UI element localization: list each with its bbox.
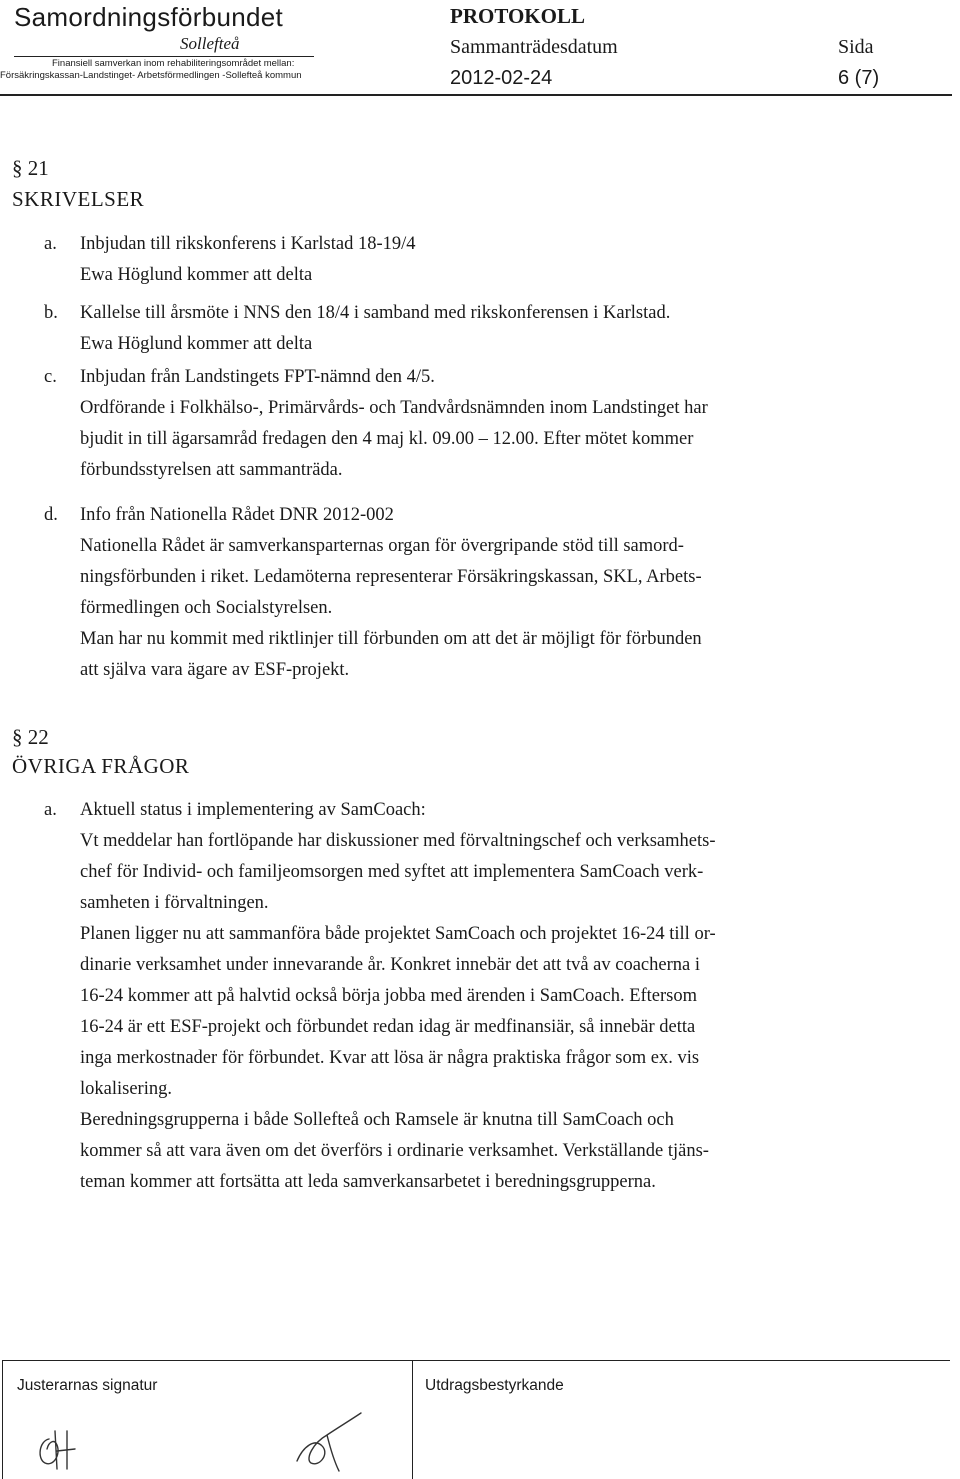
item-line: Ewa Höglund kommer att delta (80, 265, 313, 285)
item-line: Inbjudan från Landstingets FPT-nämnd den 4/5. (80, 367, 435, 387)
date-value: 2012-02-24 (450, 67, 553, 89)
item-line: dinarie verksamhet under innevarande år. Konkret innebär det att två av coacherna i (80, 955, 700, 975)
item-line: Kallelse till årsmöte i NNS den 18/4 i samband med rikskonferensen i Karlstad. (80, 303, 671, 323)
org-name: Samordningsförbundet (14, 2, 284, 32)
item-line: Beredningsgrupperna i både Sollefteå och Ramsele är knutna till SamCoach och (80, 1110, 674, 1130)
page-value: 6 (7) (838, 67, 880, 89)
list-item (44, 795, 950, 1198)
org-rule (14, 56, 314, 57)
item-line: kommer så att vara även om det överförs i ordinarie verksamhet. Verkställande tjäns- (80, 1141, 709, 1161)
date-label: Sammanträdesdatum (450, 36, 618, 58)
item-line: Planen ligger nu att sammanföra både projektet SamCoach och projektet 16-24 till or- (80, 924, 716, 944)
list-item (44, 500, 950, 686)
item-line: lokalisering. (80, 1079, 172, 1099)
item-line: Ordförande i Folkhälso-, Primärvårds- och Tandvårdsnämnden inom Landstinget har (80, 398, 708, 418)
item-line: förbundsstyrelsen att sammanträda. (80, 460, 343, 480)
item-line: Inbjudan till rikskonferens i Karlstad 18-19/4 (80, 234, 416, 254)
item-line: Info från Nationella Rådet DNR 2012-002 (80, 505, 394, 525)
section-number: § 21 (12, 156, 49, 180)
section-title: ÖVRIGA FRÅGOR (12, 754, 190, 778)
list-item (44, 298, 950, 360)
item-line: 16-24 är ett ESF-projekt och förbundet redan idag är medfinansiär, så innebär detta (80, 1017, 696, 1037)
handwritten-signature-2 (283, 1407, 373, 1477)
item-line: chef för Individ- och familjeomsorgen med syftet att implementera SamCoach verk- (80, 862, 704, 882)
org-description-2: Försäkringskassan-Landstinget- Arbetsförmedlingen -Sollefteå kommun (0, 70, 302, 81)
item-line: teman kommer att fortsätta att leda samverkansarbetet i beredningsgrupperna. (80, 1172, 656, 1192)
item-line: att själva vara ägare av ESF-projekt. (80, 660, 350, 680)
section-number: § 22 (12, 725, 49, 749)
footer-table (2, 1360, 950, 1479)
list-item (44, 229, 950, 291)
item-line: Man har nu kommit med riktlinjer till förbunden om att det är möjligt för förbunden (80, 629, 702, 649)
item-marker: a. (44, 800, 57, 820)
section-title: SKRIVELSER (12, 187, 145, 211)
extract-cell (412, 1361, 951, 1479)
org-description-1: Finansiell samverkan inom rehabiliteringsområdet mellan: (52, 58, 295, 69)
item-marker: d. (44, 505, 58, 525)
item-line: 16-24 kommer att på halvtid också börja jobba med ärenden i SamCoach. Eftersom (80, 986, 698, 1006)
list-item (44, 362, 950, 486)
signature-label: Justerarnas signatur (17, 1377, 158, 1394)
signature-cell (2, 1361, 413, 1479)
item-line: inga merkostnader för förbundet. Kvar att lösa är några praktiska frågor som ex. vis (80, 1048, 700, 1068)
extract-label: Utdragsbestyrkande (425, 1377, 564, 1394)
item-line: bjudit in till ägarsamråd fredagen den 4 maj kl. 09.00 – 12.00. Efter mötet kommer (80, 429, 694, 449)
item-marker: a. (44, 234, 57, 254)
item-line: Ewa Höglund kommer att delta (80, 334, 313, 354)
org-location: Sollefteå (180, 34, 240, 53)
item-line: Aktuell status i implementering av SamCoach: (80, 800, 426, 820)
item-marker: c. (44, 367, 57, 387)
document-type: PROTOKOLL (450, 4, 585, 28)
item-line: Vt meddelar han fortlöpande har diskussioner med förvaltningschef och verksamhets- (80, 831, 716, 851)
item-line: förmedlingen och Socialstyrelsen. (80, 598, 333, 618)
item-line: samheten i förvaltningen. (80, 893, 269, 913)
page-label: Sida (838, 36, 874, 58)
item-marker: b. (44, 303, 58, 323)
handwritten-signature-1 (31, 1419, 91, 1475)
header-rule (0, 94, 952, 96)
item-line: Nationella Rådet är samverkansparternas organ för övergripande stöd till samord- (80, 536, 684, 556)
item-line: ningsförbunden i riket. Ledamöterna representerar Försäkringskassan, SKL, Arbets- (80, 567, 702, 587)
